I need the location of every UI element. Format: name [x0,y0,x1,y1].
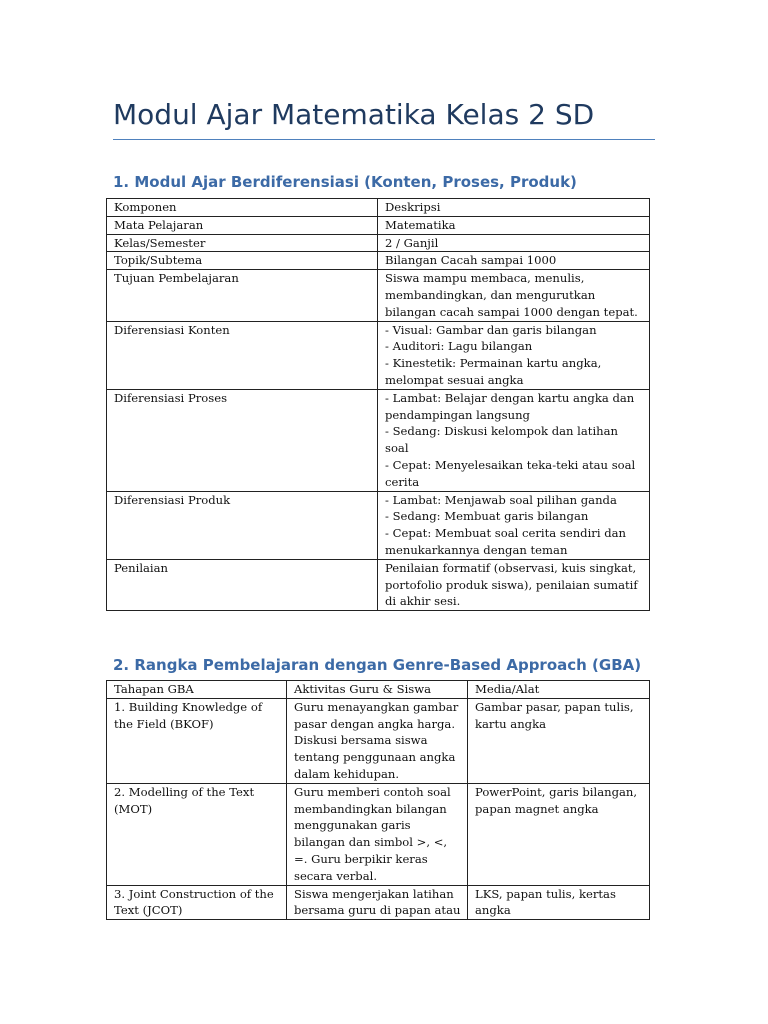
table-row [107,698,650,783]
description-cell: Siswa mampu membaca, menulis, membandingkan, dan mengurutkan bilangan cacah sampai 1000 dengan tepat. [378,270,650,321]
component-cell: Diferensiasi Proses [107,389,378,491]
description-cell: Penilaian formatif (observasi, kuis singkat, portofolio produk siswa), penilaian sumatif di akhir sesi. [378,559,650,610]
media-cell: PowerPoint, garis bilangan, papan magnet angka [468,783,650,885]
header-cell: Deskripsi [378,199,650,217]
media-cell: Gambar pasar, papan tulis, kartu angka [468,698,650,783]
differentiated-module-table [106,198,650,611]
gba-framework-table [106,680,650,920]
activity-cell: Guru memberi contoh soal membandingkan bilangan menggunakan garis bilangan dan simbol >, <, =. Guru berpikir keras secara verbal. [287,783,468,885]
section-2-heading: 2. Rangka Pembelajaran dengan Genre-Based Approach (GBA) [113,656,642,674]
title-underline [113,139,655,140]
page-title: Modul Ajar Matematika Kelas 2 SD [113,98,595,131]
table-row [107,216,650,234]
description-cell: - Lambat: Belajar dengan kartu angka dan pendampingan langsung - Sedang: Diskusi kelompok dan latihan soal - Cepat: Menyelesaikan teka-teki atau soal cerita [378,389,650,491]
stage-cell: 1. Building Knowledge of the Field (BKOF) [107,698,287,783]
table-row [107,389,650,491]
header-cell: Aktivitas Guru & Siswa [287,681,468,699]
table-row [107,783,650,885]
header-cell: Media/Alat [468,681,650,699]
table-row [107,559,650,610]
component-cell: Kelas/Semester [107,234,378,252]
description-cell: Bilangan Cacah sampai 1000 [378,252,650,270]
table-row [107,885,650,920]
table-header-row [107,199,650,217]
stage-cell: 3. Joint Construction of the Text (JCOT) [107,885,287,920]
table-row [107,270,650,321]
description-cell: - Visual: Gambar dan garis bilangan - Auditori: Lagu bilangan - Kinestetik: Permainan kartu angka, melompat sesuai angka [378,321,650,389]
section-1-heading: 1. Modul Ajar Berdiferensiasi (Konten, Proses, Produk) [113,173,577,191]
description-cell: Matematika [378,216,650,234]
header-cell: Komponen [107,199,378,217]
component-cell: Diferensiasi Produk [107,491,378,559]
header-cell: Tahapan GBA [107,681,287,699]
table-header-row [107,681,650,699]
table-row [107,252,650,270]
stage-cell: 2. Modelling of the Text (MOT) [107,783,287,885]
description-cell: - Lambat: Menjawab soal pilihan ganda - Sedang: Membuat garis bilangan - Cepat: Membuat soal cerita sendiri dan menukarkannya dengan teman [378,491,650,559]
component-cell: Penilaian [107,559,378,610]
activity-cell: Siswa mengerjakan latihan bersama guru di papan atau [287,885,468,920]
table-row [107,491,650,559]
table-row [107,234,650,252]
description-cell: 2 / Ganjil [378,234,650,252]
component-cell: Mata Pelajaran [107,216,378,234]
component-cell: Diferensiasi Konten [107,321,378,389]
media-cell: LKS, papan tulis, kertas angka [468,885,650,920]
component-cell: Topik/Subtema [107,252,378,270]
table-row [107,321,650,389]
component-cell: Tujuan Pembelajaran [107,270,378,321]
activity-cell: Guru menayangkan gambar pasar dengan angka harga. Diskusi bersama siswa tentang penggunaan angka dalam kehidupan. [287,698,468,783]
